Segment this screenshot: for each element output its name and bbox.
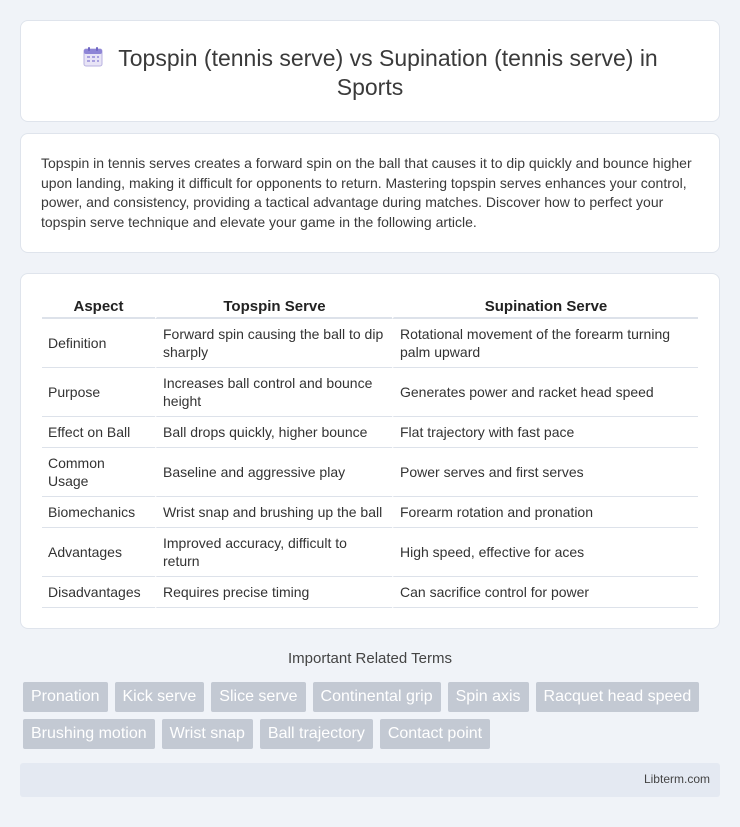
header-topspin: Topspin Serve: [155, 295, 392, 319]
page-title: Topspin (tennis serve) vs Supination (tennis serve) in Sports: [118, 45, 658, 100]
table-row: [42, 497, 698, 528]
comparison-card: [20, 273, 720, 629]
cell-topspin: Baseline and aggressive play: [155, 448, 392, 497]
cell-topspin: Improved accuracy, difficult to return: [155, 528, 392, 577]
footer: [20, 763, 720, 797]
cell-supination: Generates power and racket head speed: [392, 368, 698, 417]
comparison-table: [42, 295, 698, 608]
intro-paragraph: Topspin in tennis serves creates a forward spin on the ball that causes it to dip quickly and bounce higher upon landing, making it difficult for opponents to return. Mastering topspin serves enhances your control, power, and consistency, providing a tactical advantage during matches. Discover how to perfect your topspin serve technique and elevate your game in the following article.: [41, 155, 692, 230]
tag-kick-serve[interactable]: Kick serve: [115, 682, 205, 712]
cell-supination: Flat trajectory with fast pace: [392, 417, 698, 448]
header-aspect: Aspect: [42, 295, 155, 319]
cell-topspin: Ball drops quickly, higher bounce: [155, 417, 392, 448]
cell-supination: Rotational movement of the forearm turning palm upward: [392, 319, 698, 368]
tag-wrist-snap[interactable]: Wrist snap: [162, 719, 253, 749]
table-row: [42, 417, 698, 448]
table-row: [42, 577, 698, 608]
cell-aspect: Disadvantages: [42, 577, 155, 608]
tag-row: [23, 682, 723, 712]
cell-supination: Forearm rotation and pronation: [392, 497, 698, 528]
tag-racquet-head-speed[interactable]: Racquet head speed: [536, 682, 700, 712]
cell-supination: Power serves and first serves: [392, 448, 698, 497]
table-row: [42, 528, 698, 577]
related-terms-list: [23, 682, 723, 756]
tag-slice-serve[interactable]: Slice serve: [211, 682, 305, 712]
cell-topspin: Requires precise timing: [155, 577, 392, 608]
cell-aspect: Common Usage: [42, 448, 155, 497]
cell-aspect: Purpose: [42, 368, 155, 417]
tag-row: [23, 719, 723, 749]
page-title-wrap: [61, 44, 679, 102]
tag-contact-point[interactable]: Contact point: [380, 719, 490, 749]
cell-supination: High speed, effective for aces: [392, 528, 698, 577]
footer-site-link[interactable]: Libterm.com: [643, 772, 710, 786]
calendar-icon: [82, 46, 104, 68]
cell-topspin: Forward spin causing the ball to dip sharply: [155, 319, 392, 368]
tag-brushing-motion[interactable]: Brushing motion: [23, 719, 155, 749]
table-row: [42, 368, 698, 417]
table-header-row: [42, 295, 698, 319]
cell-aspect: Effect on Ball: [42, 417, 155, 448]
intro-card: [20, 133, 720, 253]
title-card: [20, 20, 720, 122]
related-terms-heading: Important Related Terms: [288, 650, 452, 667]
tag-ball-trajectory[interactable]: Ball trajectory: [260, 719, 373, 749]
cell-topspin: Increases ball control and bounce height: [155, 368, 392, 417]
table-row: [42, 448, 698, 497]
tag-spin-axis[interactable]: Spin axis: [448, 682, 529, 712]
header-supination: Supination Serve: [392, 295, 698, 319]
tag-continental-grip[interactable]: Continental grip: [313, 682, 441, 712]
cell-supination: Can sacrifice control for power: [392, 577, 698, 608]
tag-pronation[interactable]: Pronation: [23, 682, 108, 712]
table-row: [42, 319, 698, 368]
cell-aspect: Advantages: [42, 528, 155, 577]
cell-aspect: Biomechanics: [42, 497, 155, 528]
cell-aspect: Definition: [42, 319, 155, 368]
cell-topspin: Wrist snap and brushing up the ball: [155, 497, 392, 528]
